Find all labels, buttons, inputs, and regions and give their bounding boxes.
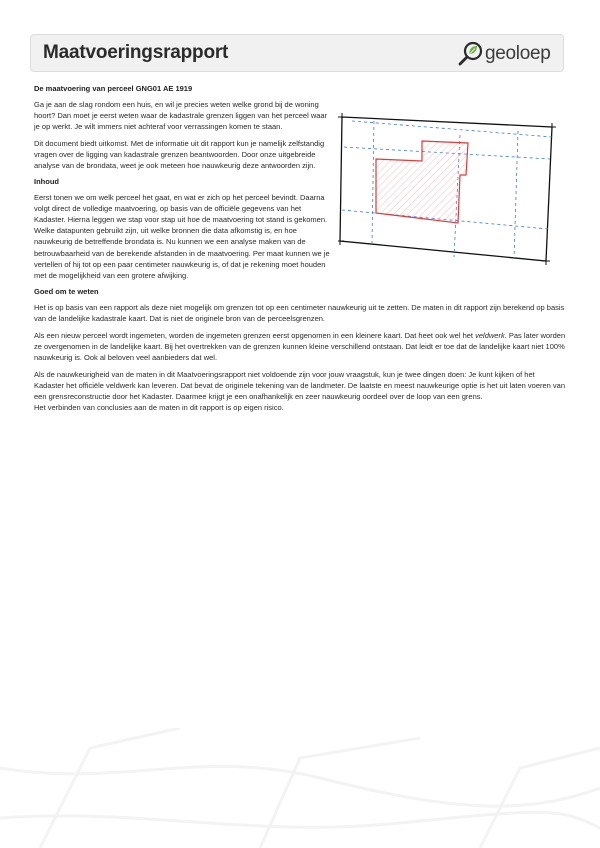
- disclaimer-line: Het verbinden van conclusies aan de maten in dit rapport is op eigen risico.: [34, 403, 284, 413]
- intro-heading: De maatvoering van perceel GNG01 AE 1919: [34, 84, 193, 93]
- inhoud-paragraph: Eerst tonen we om welk perceel het gaat, en wat er zich op het perceel bevindt. Daarna volgt direct de volledige maatvoering, op basis van de officiële gegevens van het Kadaster. Hierna leggen we stap voor stap uit hoe de maatvoering tot stand is gekomen. Welke datapunten gebruikt zijn, uit welke bronnen die data afkomstig is, en hoe nauwkeurig de betreffende brondata is. Nu kunnen we een analyse maken van de betrouwbaarheid van de berekende afstanden in de maatvoering. Per maat kunnen we je vertellen of hij tot op een paar centimeter nauwkeurig is, of dat je rekening moet houden met de mogelijkheid van een grotere afwijking.: [34, 193, 330, 280]
- goed-paragraph-3: [34, 369, 566, 413]
- goed-paragraph-3-text: Als de nauwkeurigheid van de maten in dit Maatvoeringsrapport niet voldoende zijn voor jouw vraagstuk, kun je twee dingen doen: Je kunt kijken of het Kadaster het officiële veldwerk kan leveren. Dat bevat de originele tekening van de landmeter. De laatste en meest nauwkeurige optie is het uit laten voeren van een grensreconstructie door het Kadaster. Daarmee krijgt je een onafhankelijk en zeer nauwkeurig oordeel over de loop van een grens.: [34, 370, 566, 402]
- background-map-decoration: [0, 728, 600, 848]
- parcel-map-figure: [338, 107, 566, 269]
- report-header: [30, 34, 564, 72]
- parcel-outline: [376, 141, 468, 223]
- logo-wordmark: geoloep: [485, 43, 551, 64]
- report-content: [34, 84, 566, 413]
- goed-paragraph-2-text: Als een nieuw perceel wordt ingemeten, worden de ingemeten grenzen eerst opgenomen in een kleinere kaart. Dat heet ook wel het: [34, 330, 476, 340]
- magnifier-leaf-icon: [457, 40, 485, 68]
- grid-line: [372, 121, 374, 243]
- report-title: Maatvoeringsrapport: [43, 42, 229, 63]
- goed-paragraph-2-text-end: . Pas later worden ze overgenomen in de landelijke kaart. Bij het overtrekken van de grenzen kunnen kleine verschillend ontstaan. Dat leidt er toe dat de landelijke kaart niet 100% nauwkeurig is. Ook al beloven veel aanbieders dat wel.: [34, 330, 566, 362]
- goed-paragraph-2: [34, 330, 566, 363]
- parcel-map: [338, 107, 566, 269]
- inhoud-heading: Inhoud: [34, 177, 59, 187]
- geoloep-logo: [457, 40, 553, 68]
- goed-heading: Goed om te weten: [34, 286, 99, 296]
- veldwerk-term: veldwerk: [475, 330, 505, 340]
- goed-paragraph-1: Het is op basis van een rapport als deze niet mogelijk om grenzen tot op een centimeter nauwkeurig uit te zetten. De maten in dit rapport zijn berekend op basis van de landelijke kadastrale kaart. Dat is niet de originele bron van de perceelsgrenzen.: [34, 302, 565, 323]
- grid-line: [352, 121, 552, 137]
- intro-paragraph-2: Dit document biedt uitkomst. Met de informatie uit dit rapport kun je namelijk zelfstandig vragen over de ligging van kadastrale grenzen beantwoorden. Door onze uitgebreide analyse van de brondata, weet je ook meteen hoe nauwkeurig deze antwoorden zijn.: [34, 139, 325, 171]
- grid-line: [514, 131, 518, 259]
- intro-paragraph-1: Ga je aan de slag rondom een huis, en wil je precies weten welke grond bij de woning hoort? Dan moet je eerst weten waar de kadastrale grenzen liggen van het perceel waar je op werkt. Je wilt immers niet achteraf voor verrassingen komen te staan.: [34, 99, 328, 131]
